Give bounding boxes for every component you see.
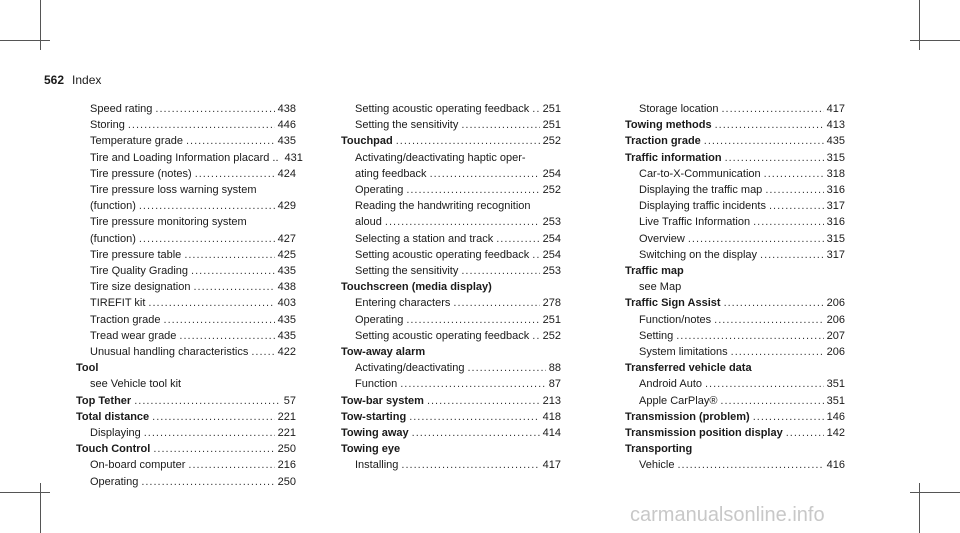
entry-page: 221: [277, 427, 296, 440]
index-entry: [341, 295, 561, 311]
entry-page: 252: [542, 135, 561, 148]
entry-label: Tread wear grade: [90, 329, 177, 342]
entry-label: Towing away: [341, 427, 409, 440]
leader-dots: [461, 117, 539, 133]
index-column-3: [625, 101, 845, 474]
entry-page: 254: [542, 232, 561, 245]
entry-label: Unusual handling characteristics: [90, 346, 249, 359]
entry-page: 316: [826, 184, 845, 197]
page-number: 562: [44, 73, 65, 87]
leader-dots: [139, 198, 275, 214]
leader-dots: [753, 409, 824, 425]
index-entry: [76, 166, 296, 182]
entry-page: 254: [542, 248, 561, 261]
index-entry: [341, 247, 561, 263]
entry-label: Apple CarPlay®: [639, 394, 718, 407]
index-entry: [341, 231, 561, 247]
entry-page: 416: [826, 459, 845, 472]
entry-label: (function): [90, 232, 136, 245]
leader-dots: [705, 376, 824, 392]
crop-mark: [0, 40, 50, 41]
entry-page: 250: [277, 475, 296, 488]
entry-page: 317: [826, 248, 845, 261]
index-heading: [341, 441, 561, 457]
leader-dots: [715, 117, 824, 133]
entry-label: Tire size designation: [90, 281, 191, 294]
leader-dots: [184, 247, 274, 263]
leader-dots: [193, 279, 274, 295]
entry-page: 438: [277, 103, 296, 115]
index-entry: [341, 360, 561, 376]
crop-mark: [0, 492, 50, 493]
entry-page: 250: [277, 443, 296, 456]
index-entry: [625, 101, 845, 117]
leader-dots: [148, 295, 274, 311]
entry-label: Total distance: [76, 410, 150, 423]
entry-page: 435: [826, 135, 845, 148]
entry-label: Tire pressure (notes): [90, 167, 192, 180]
entry-page: 351: [826, 394, 845, 407]
entry-label: Function/notes: [639, 313, 712, 326]
entry-label: Tire pressure loss warning system: [90, 184, 257, 197]
crop-mark: [40, 483, 41, 533]
index-entry: [341, 182, 561, 198]
index-entry: [76, 344, 296, 360]
crop-mark: [910, 492, 960, 493]
entry-label: Touchscreen (media display): [341, 281, 492, 294]
index-heading: [625, 295, 845, 311]
index-entry: [341, 263, 561, 279]
entry-label: Displaying traffic incidents: [639, 200, 766, 213]
index-heading: [76, 393, 296, 409]
entry-page: 318: [826, 167, 845, 180]
leader-dots: [765, 182, 823, 198]
leader-dots: [724, 295, 824, 311]
index-heading: [625, 441, 845, 457]
entry-label: Overview: [639, 232, 685, 245]
leader-dots: [722, 101, 824, 117]
entry-label: Entering characters: [355, 297, 451, 310]
index-entry: [76, 295, 296, 311]
index-entry: [76, 117, 296, 133]
index-entry: [76, 247, 296, 263]
entry-label: Displaying the traffic map: [639, 184, 763, 197]
section-title: Index: [72, 73, 102, 87]
index-entry: [625, 214, 845, 230]
index-entry: [625, 312, 845, 328]
crop-mark: [919, 483, 920, 533]
leader-dots: [396, 133, 540, 149]
leader-dots: [251, 344, 274, 360]
entry-label: Transferred vehicle data: [625, 362, 752, 375]
index-heading: [76, 409, 296, 425]
index-entry: [76, 133, 296, 149]
entry-label: Touch Control: [76, 443, 151, 456]
entry-page: 278: [542, 297, 561, 310]
entry-label: Android Auto: [639, 378, 702, 391]
leader-dots: [409, 409, 539, 425]
entry-page: 252: [542, 329, 561, 342]
index-heading: [76, 441, 296, 457]
entry-label: Storage location: [639, 103, 719, 115]
index-heading: [341, 409, 561, 425]
entry-label: Touchpad: [341, 135, 393, 148]
leader-dots: [731, 344, 824, 360]
index-entry: [341, 376, 561, 392]
entry-label: Traction grade: [625, 135, 701, 148]
index-heading: [625, 133, 845, 149]
entry-label: Tire pressure monitoring system: [90, 216, 247, 229]
entry-label: Transporting: [625, 443, 693, 456]
entry-page: 316: [826, 216, 845, 229]
entry-page: 251: [542, 119, 561, 132]
index-heading: [625, 117, 845, 133]
entry-label: Storing: [90, 119, 125, 132]
entry-page: 253: [542, 216, 561, 229]
entry-page: 425: [277, 248, 296, 261]
entry-label: ating feedback: [355, 167, 427, 180]
index-heading: [341, 393, 561, 409]
leader-dots: [191, 263, 275, 279]
index-entry: [76, 328, 296, 344]
entry-label: (function): [90, 200, 136, 213]
entry-page: 57: [283, 394, 296, 407]
entry-label: aloud: [355, 216, 382, 229]
index-entry: [341, 457, 561, 473]
page-header: [44, 73, 101, 87]
index-heading: [625, 425, 845, 441]
entry-label: Reading the handwriting recognition: [355, 200, 531, 213]
entry-label: Vehicle: [639, 459, 675, 472]
leader-dots: [532, 247, 539, 263]
index-heading: [625, 263, 845, 279]
index-heading: [341, 425, 561, 441]
entry-page: 414: [542, 427, 561, 440]
index-entry: [625, 247, 845, 263]
entry-label: Tire pressure table: [90, 248, 182, 261]
entry-label: On-board computer: [90, 459, 186, 472]
entry-page: 422: [277, 346, 296, 359]
index-entry: [76, 214, 296, 230]
index-entry: [625, 198, 845, 214]
leader-dots: [400, 376, 546, 392]
entry-page: 251: [542, 313, 561, 326]
leader-dots: [179, 328, 274, 344]
entry-label: Traction grade: [90, 313, 161, 326]
leader-dots: [720, 393, 823, 409]
index-heading: [625, 360, 845, 376]
leader-dots: [141, 474, 274, 490]
index-entry: [76, 150, 303, 166]
leader-dots: [139, 231, 275, 247]
entry-label: Speed rating: [90, 103, 153, 115]
leader-dots: [467, 360, 545, 376]
entry-label: Car-to-X-Communication: [639, 167, 761, 180]
leader-dots: [453, 295, 539, 311]
entry-page: 213: [542, 394, 561, 407]
entry-page: 146: [826, 410, 845, 423]
leader-dots: [714, 312, 823, 328]
crop-mark: [910, 40, 960, 41]
index-entry: [76, 376, 296, 392]
index-entry: [341, 328, 561, 344]
index-entry: [341, 117, 561, 133]
index-entry: [625, 376, 845, 392]
index-entry: [76, 231, 296, 247]
entry-label: Traffic map: [625, 265, 684, 278]
leader-dots: [401, 457, 539, 473]
entry-label: Traffic Sign Assist: [625, 297, 721, 310]
entry-label: Tire and Loading Information placard ..: [90, 151, 279, 164]
index-entry: [625, 328, 845, 344]
entry-label: Displaying: [90, 427, 141, 440]
entry-label: Setting acoustic operating feedback: [355, 248, 530, 261]
index-entry: [341, 150, 561, 166]
leader-dots: [186, 133, 275, 149]
leader-dots: [704, 133, 824, 149]
entry-page: 206: [826, 313, 845, 326]
leader-dots: [188, 457, 274, 473]
index-heading: [341, 133, 561, 149]
index-entry: [625, 182, 845, 198]
leader-dots: [128, 117, 275, 133]
leader-dots: [427, 393, 540, 409]
entry-page: 417: [542, 459, 561, 472]
index-entry: [76, 425, 296, 441]
leader-dots: [532, 328, 539, 344]
index-entry: [625, 279, 845, 295]
leader-dots: [760, 247, 824, 263]
index-entry: [76, 263, 296, 279]
entry-label: Setting: [639, 329, 674, 342]
index-entry: [76, 182, 296, 198]
entry-label: Towing methods: [625, 119, 712, 132]
index-entry: [341, 312, 561, 328]
entry-page: 142: [826, 427, 845, 440]
leader-dots: [725, 150, 824, 166]
leader-dots: [688, 231, 824, 247]
entry-label: Tow-starting: [341, 410, 407, 423]
entry-page: 251: [542, 103, 561, 115]
index-entry: [76, 101, 296, 117]
index-entry: [341, 166, 561, 182]
leader-dots: [152, 409, 274, 425]
index-heading: [625, 409, 845, 425]
entry-label: Setting acoustic operating feedback: [355, 103, 530, 115]
index-column-2: [341, 101, 561, 474]
leader-dots: [412, 425, 540, 441]
leader-dots: [406, 182, 539, 198]
index-entry: [625, 344, 845, 360]
entry-label: Tow-away alarm: [341, 346, 426, 359]
entry-label: Activating/deactivating: [355, 362, 465, 375]
entry-page: 315: [826, 151, 845, 164]
entry-page: 418: [542, 410, 561, 423]
entry-label: Tire Quality Grading: [90, 265, 189, 278]
index-heading: [341, 344, 561, 360]
entry-label: Temperature grade: [90, 135, 183, 148]
leader-dots: [764, 166, 824, 182]
index-entry: [76, 457, 296, 473]
leader-dots: [195, 166, 275, 182]
entry-page: 252: [542, 184, 561, 197]
watermark: carmanualsonline.info: [630, 504, 825, 526]
crop-mark: [919, 0, 920, 50]
leader-dots: [155, 101, 274, 117]
entry-page: 317: [826, 200, 845, 213]
index-heading: [341, 279, 561, 295]
entry-page: 417: [826, 103, 845, 115]
leader-dots: [164, 312, 275, 328]
entry-label: Setting acoustic operating feedback: [355, 329, 530, 342]
leader-dots: [786, 425, 824, 441]
entry-label: Operating: [355, 184, 404, 197]
entry-page: 254: [542, 167, 561, 180]
entry-page: 429: [277, 200, 296, 213]
entry-page: 87: [548, 378, 561, 391]
entry-label: System limitations: [639, 346, 728, 359]
entry-label: Traffic information: [625, 151, 722, 164]
index-heading: [625, 150, 845, 166]
entry-page: 403: [277, 297, 296, 310]
entry-page: 438: [277, 281, 296, 294]
entry-label: Transmission position display: [625, 427, 783, 440]
entry-label: Switching on the display: [639, 248, 758, 261]
entry-label: Tool: [76, 362, 99, 375]
entry-label: Tow-bar system: [341, 394, 424, 407]
entry-page: 315: [826, 232, 845, 245]
leader-dots: [406, 312, 539, 328]
index-column-1: [76, 101, 303, 490]
entry-label: Live Traffic Information: [639, 216, 751, 229]
entry-label: see Vehicle tool kit: [90, 378, 182, 391]
leader-dots: [153, 441, 274, 457]
entry-page: 435: [277, 135, 296, 148]
entry-page: 216: [277, 459, 296, 472]
index-entry: [341, 101, 561, 117]
entry-label: Setting the sensitivity: [355, 119, 459, 132]
entry-page: 221: [277, 410, 296, 423]
index-entry: [625, 166, 845, 182]
index-heading: [76, 360, 296, 376]
entry-page: 427: [277, 232, 296, 245]
index-entry: [76, 198, 296, 214]
crop-mark: [40, 0, 41, 50]
entry-label: Installing: [355, 459, 399, 472]
entry-page: 206: [826, 346, 845, 359]
leader-dots: [496, 231, 539, 247]
entry-page: 207: [826, 329, 845, 342]
entry-label: Transmission (problem): [625, 410, 750, 423]
index-entry: [76, 312, 296, 328]
entry-page: 413: [826, 119, 845, 132]
index-entry: [625, 457, 845, 473]
entry-label: Towing eye: [341, 443, 401, 456]
entry-label: Activating/deactivating haptic oper-: [355, 151, 526, 164]
entry-page: 206: [826, 297, 845, 310]
index-entry: [76, 279, 296, 295]
entry-page: 435: [277, 313, 296, 326]
index-entry: [625, 231, 845, 247]
leader-dots: [677, 457, 823, 473]
leader-dots: [532, 101, 539, 117]
leader-dots: [676, 328, 823, 344]
entry-page: 435: [277, 329, 296, 342]
leader-dots: [144, 425, 275, 441]
leader-dots: [430, 166, 540, 182]
entry-page: 351: [826, 378, 845, 391]
leader-dots: [461, 263, 539, 279]
index-entry: [341, 198, 561, 214]
entry-page: 431: [284, 151, 303, 164]
leader-dots: [385, 214, 540, 230]
entry-page: 253: [542, 265, 561, 278]
entry-label: see Map: [639, 281, 682, 294]
entry-label: TIREFIT kit: [90, 297, 146, 310]
leader-dots: [769, 198, 824, 214]
entry-page: 424: [277, 167, 296, 180]
leader-dots: [753, 214, 824, 230]
entry-label: Function: [355, 378, 398, 391]
entry-label: Top Tether: [76, 394, 132, 407]
index-entry: [76, 474, 296, 490]
entry-label: Selecting a station and track: [355, 232, 494, 245]
entry-label: Setting the sensitivity: [355, 265, 459, 278]
entry-label: Operating: [355, 313, 404, 326]
leader-dots: [134, 393, 281, 409]
entry-page: 446: [277, 119, 296, 132]
entry-page: 88: [548, 362, 561, 375]
index-entry: [625, 393, 845, 409]
entry-page: 435: [277, 265, 296, 278]
entry-label: Operating: [90, 475, 139, 488]
index-entry: [341, 214, 561, 230]
